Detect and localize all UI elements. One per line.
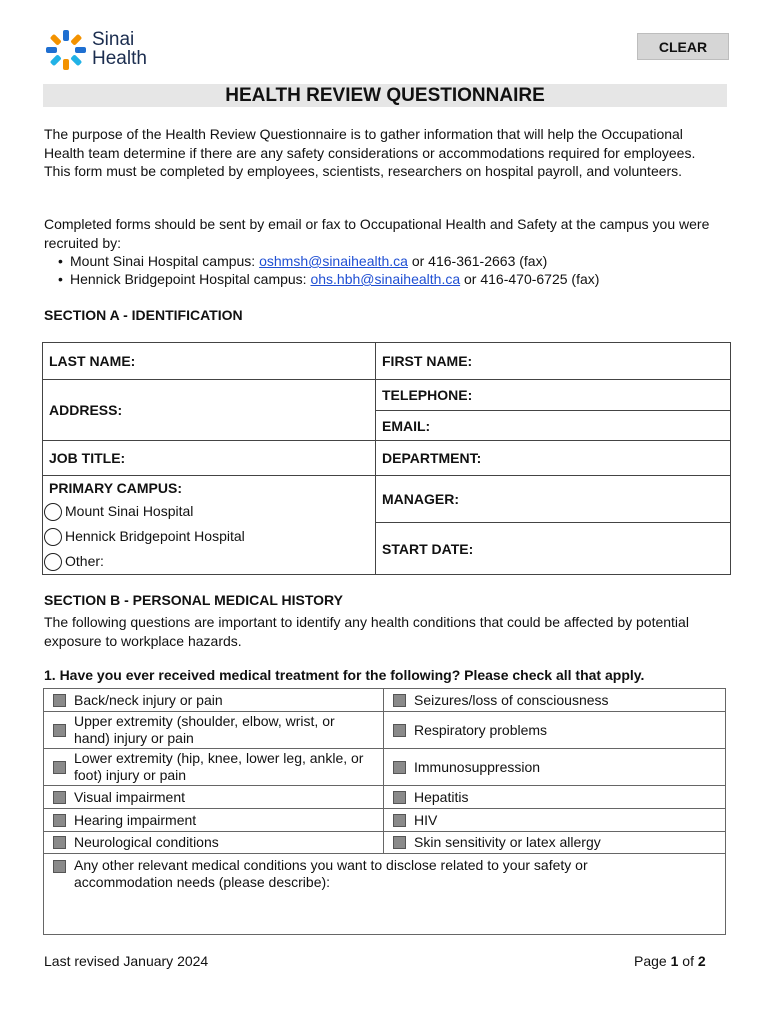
contact-item-hennick: • Hennick Bridgepoint Hospital campus: ohs.hbh@sinaihealth.ca or 416-470-6725 (fax): [70, 270, 599, 289]
condition-upper-extremity[interactable]: Upper extremity (shoulder, elbow, wrist, or hand) injury or pain: [44, 713, 383, 747]
primary-campus-label: PRIMARY CAMPUS:: [49, 480, 183, 496]
question-1: 1. Have you ever received medical treatment for the following? Please check all that apply.: [44, 667, 645, 683]
department-field[interactable]: DEPARTMENT:: [376, 441, 731, 476]
checkbox[interactable]: [53, 814, 66, 827]
condition-back-neck[interactable]: Back/neck injury or pain: [44, 692, 383, 709]
identification-table: [42, 342, 731, 575]
last-name-field[interactable]: LAST NAME:: [43, 343, 376, 380]
primary-campus-cell: [43, 476, 376, 575]
condition-hepatitis[interactable]: Hepatitis: [384, 789, 725, 806]
section-a-heading: SECTION A - IDENTIFICATION: [44, 307, 243, 323]
condition-skin-latex[interactable]: Skin sensitivity or latex allergy: [384, 834, 725, 851]
campus-option-other[interactable]: Other:: [49, 549, 375, 574]
email-link-mount-sinai[interactable]: oshmsh@sinaihealth.ca: [259, 253, 408, 269]
contact-item-mount-sinai: • Mount Sinai Hospital campus: oshmsh@sinaihealth.ca or 416-361-2663 (fax): [70, 252, 547, 271]
email-link-hennick[interactable]: ohs.hbh@sinaihealth.ca: [310, 271, 461, 287]
checkbox[interactable]: [53, 791, 66, 804]
checkbox[interactable]: [393, 791, 406, 804]
condition-hearing[interactable]: Hearing impairment: [44, 812, 383, 829]
checkbox[interactable]: [53, 836, 66, 849]
job-title-field[interactable]: JOB TITLE:: [43, 441, 376, 476]
telephone-field[interactable]: TELEPHONE:: [376, 380, 731, 411]
condition-immunosuppression[interactable]: Immunosuppression: [384, 759, 725, 776]
intro-paragraph: The purpose of the Health Review Questionnaire is to gather information that will help the Occupational Health team determine if there are any safety considerations or accommodations required for employees. This form must be completed by employees, scientists, researchers on hospital payroll, and volunteers.: [44, 126, 696, 179]
condition-respiratory[interactable]: Respiratory problems: [384, 722, 725, 739]
page-number: Page 1 of 2: [634, 953, 706, 969]
condition-other[interactable]: Any other relevant medical conditions you want to disclose related to your safety or accommodation needs (please describe):: [44, 857, 725, 891]
medical-history-table: [43, 688, 726, 935]
logo-wordmark: [92, 30, 147, 68]
checkbox[interactable]: [393, 694, 406, 707]
email-field[interactable]: EMAIL:: [376, 411, 731, 441]
manager-field[interactable]: MANAGER:: [376, 476, 731, 523]
condition-seizures[interactable]: Seizures/loss of consciousness: [384, 692, 725, 709]
last-revised: Last revised January 2024: [44, 953, 209, 969]
campus-option-hennick[interactable]: Hennick Bridgepoint Hospital: [49, 524, 375, 549]
condition-neurological[interactable]: Neurological conditions: [44, 834, 383, 851]
section-b-intro: The following questions are important to identify any health conditions that could be affected by potential exposure to workplace hazards.: [44, 614, 689, 649]
logo-line-2: Health: [92, 48, 147, 69]
radio-button[interactable]: [44, 553, 62, 571]
logo-line-1: Sinai: [92, 29, 135, 50]
checkbox[interactable]: [53, 694, 66, 707]
submission-instructions: Completed forms should be sent by email or fax to Occupational Health and Safety at the campus you were recruited by:: [44, 216, 710, 251]
clear-button[interactable]: CLEAR: [637, 33, 729, 60]
checkbox[interactable]: [393, 814, 406, 827]
condition-hiv[interactable]: HIV: [384, 812, 725, 829]
checkbox[interactable]: [53, 761, 66, 774]
condition-visual[interactable]: Visual impairment: [44, 789, 383, 806]
section-b-heading: SECTION B - PERSONAL MEDICAL HISTORY: [44, 592, 343, 608]
checkbox[interactable]: [393, 836, 406, 849]
address-field[interactable]: ADDRESS:: [43, 380, 376, 441]
checkbox[interactable]: [53, 860, 66, 873]
form-title: HEALTH REVIEW QUESTIONNAIRE: [43, 84, 727, 107]
sinai-health-logo: [44, 28, 164, 72]
condition-lower-extremity[interactable]: Lower extremity (hip, knee, lower leg, ankle, or foot) injury or pain: [44, 750, 383, 784]
checkbox[interactable]: [393, 724, 406, 737]
start-date-field[interactable]: START DATE:: [376, 523, 731, 575]
campus-option-mount-sinai[interactable]: Mount Sinai Hospital: [49, 499, 375, 524]
sinai-health-logo-icon: [44, 28, 88, 72]
radio-button[interactable]: [44, 503, 62, 521]
first-name-field[interactable]: FIRST NAME:: [376, 343, 731, 380]
checkbox[interactable]: [53, 724, 66, 737]
radio-button[interactable]: [44, 528, 62, 546]
checkbox[interactable]: [393, 761, 406, 774]
